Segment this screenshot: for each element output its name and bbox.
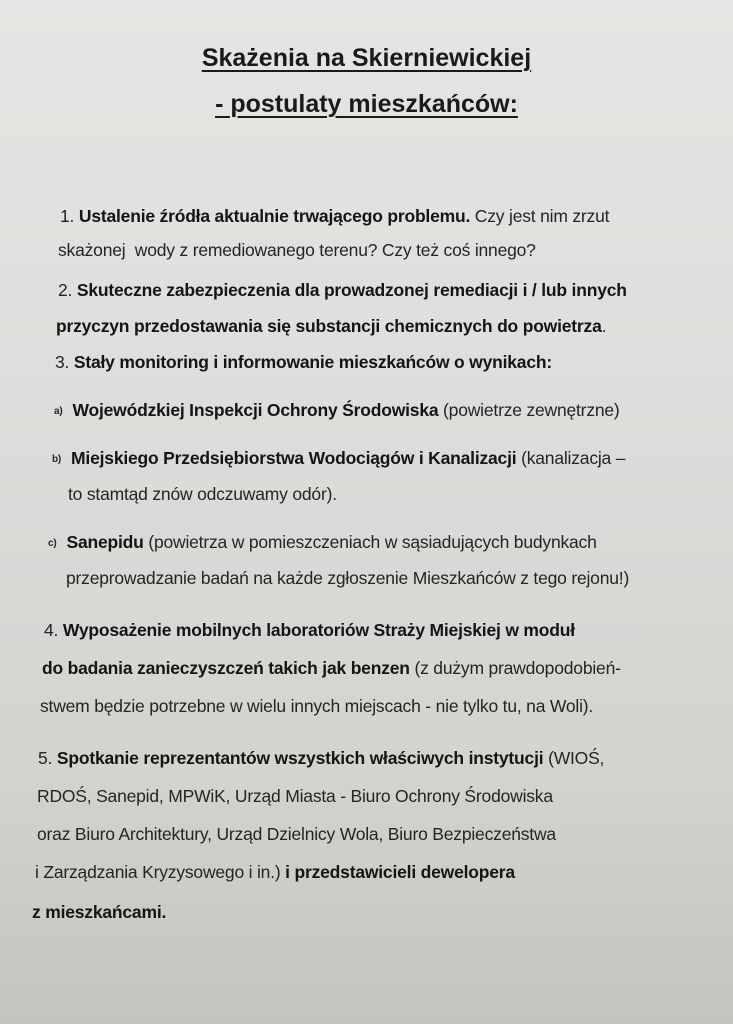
item-2-period: .	[601, 316, 607, 336]
item-5-heading-end: z mieszkańcami.	[32, 902, 167, 922]
item-1-heading: Ustalenie źródła aktualnie trwającego problemu.	[78, 206, 471, 226]
item-number: 4.	[44, 620, 59, 640]
item-5-line-1	[38, 748, 604, 769]
item-4-heading: Wyposażenie mobilnych laboratoriów Straży Miejskiej w moduł	[62, 620, 575, 640]
item-1-text: Czy jest nim zrzut	[470, 206, 610, 226]
item-5-line-3: oraz Biuro Architektury, Urząd Dzielnicy Wola, Biuro Bezpieczeństwa	[37, 824, 556, 844]
item-3a-text: (powietrze zewnętrzne)	[438, 400, 620, 420]
item-4-text: (z dużym prawdopodobień-	[409, 658, 621, 678]
item-5-heading: Spotkanie reprezentantów wszystkich właściwych instytucji	[56, 748, 544, 768]
item-5-text: (WIOŚ,	[543, 748, 605, 768]
item-4-line-2	[42, 658, 621, 679]
item-2-heading: Skuteczne zabezpieczenia dla prowadzonej remediacji i / lub innych	[76, 280, 627, 300]
item-3-line-1	[55, 352, 552, 373]
item-3b-line-2: to stamtąd znów odczuwamy odór).	[68, 484, 337, 504]
item-4-heading-cont: do badania zanieczyszczeń takich jak benzen	[42, 658, 410, 678]
item-1-line-2: skażonej wody z remediowanego terenu? Czy też coś innego?	[58, 240, 536, 260]
item-3c-text: (powietrza w pomieszczeniach w sąsiadujących budynkach	[143, 532, 597, 552]
subitem-letter: c)	[48, 538, 57, 549]
item-5-line-5	[32, 902, 166, 923]
item-5-line-2: RDOŚ, Sanepid, MPWiK, Urząd Miasta - Biuro Ochrony Środowiska	[37, 786, 553, 806]
document-title-line-2: - postulaty mieszkańców:	[215, 90, 518, 118]
item-4-line-3: stwem będzie potrzebne w wielu innych miejscach - nie tylko tu, na Woli).	[40, 696, 594, 716]
item-5-text-cont: i Zarządzania Kryzysowego i in.)	[35, 862, 286, 882]
item-2-line-2	[56, 316, 606, 337]
item-3b-heading: Miejskiego Przedsiębiorstwa Wodociągów i Kanalizacji	[71, 448, 517, 468]
subitem-letter: a)	[54, 406, 63, 417]
item-3b-text: (kanalizacja –	[516, 448, 626, 468]
item-3c-heading: Sanepidu	[66, 532, 144, 552]
item-2-heading-cont: przyczyn przedostawania się substancji chemicznych do powietrza	[56, 316, 602, 336]
item-5-heading-cont: i przedstawicieli dewelopera	[285, 862, 515, 882]
item-number: 2.	[58, 280, 73, 300]
item-3a-heading: Wojewódzkiej Inspekcji Ochrony Środowiska	[72, 400, 439, 420]
item-3-heading: Stały monitoring i informowanie mieszkańców o wynikach:	[73, 352, 552, 372]
item-3b-line-1	[52, 448, 625, 469]
item-4-line-1	[44, 620, 575, 641]
item-2-line-1	[58, 280, 627, 301]
document-title-line-1: Skażenia na Skierniewickiej	[201, 44, 532, 72]
item-3c-line-2: przeprowadzanie badań na każde zgłoszenie Mieszkańców z tego rejonu!)	[66, 568, 630, 588]
item-number: 3.	[55, 352, 70, 372]
item-3c-line-1	[48, 532, 597, 553]
item-number: 1.	[60, 206, 75, 226]
item-5-line-4	[35, 862, 515, 883]
subitem-letter: b)	[52, 454, 62, 465]
item-1-line-1	[60, 206, 609, 227]
item-3a	[54, 400, 620, 421]
item-number: 5.	[38, 748, 53, 768]
